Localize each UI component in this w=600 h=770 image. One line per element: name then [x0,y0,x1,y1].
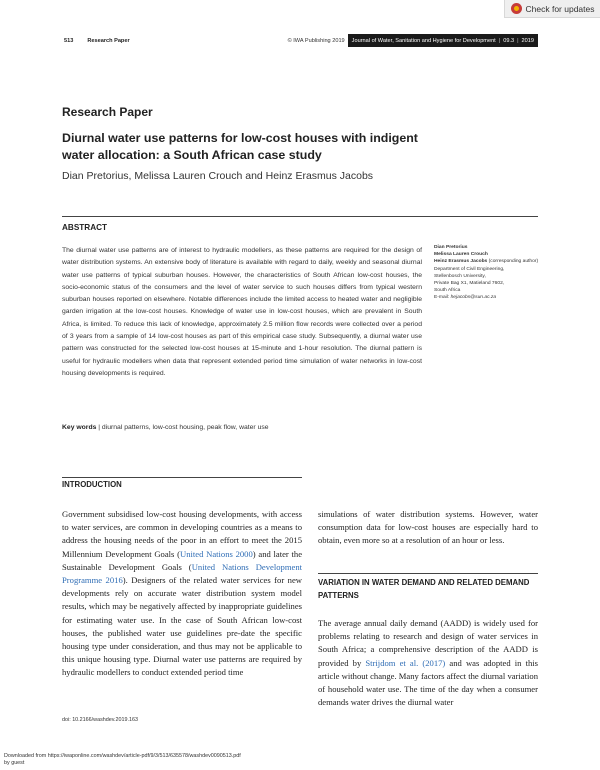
journal-issue: 09.3 [503,37,515,44]
citation-strijdom-2017[interactable]: Strijdom et al. (2017) [365,657,446,668]
citation-undp-2016[interactable]: United Nations Development Programme 2016 [62,561,303,586]
crossmark-icon [511,3,522,14]
journal-name: Journal of Water, Sanitation and Hygiene for Development [351,37,496,44]
article-authors: Dian Pretorius, Melissa Lauren Crouch and Heinz Erasmus Jacobs [62,170,374,182]
author-email[interactable]: hejacobs@sun.ac.za [450,295,497,301]
article-section-label: Research Paper [62,105,153,119]
check-for-updates-label: Check for updates [525,3,595,14]
download-notice [4,753,241,767]
abstract-text: The diurnal water use patterns are of interest to hydraulic modellers, as these patterns are required for the design of water distribution systems. An extensive body of literature is available with regard to daily, weekly and seasonal diurnal water use patterns of typical suburban houses. However, the characteristics of South African low-cost houses, the socio-economic status of the consumers and the level of water service to such houses differs from typical western suburban houses reported on elsewhere. Notable differences include the limited access to heated water and negligible garden irrigation at the low-cost houses. Knowledge of water use in low-cost houses, which are prevalent in South Africa, is limited. To reduce this lack of knowledge, approximately 2.5 million flow records were collected over a period of 3 years from a sample of 14 low-cost houses as part of this empirical case study. Subsequently, a diurnal water use pattern was constructed for the selected low-cost houses at 15-minute and 1-hour resolution. The diurnal pattern is useful for hydraulic modellers when data that represent extended period time simulation of water networks in low-cost housing developments is required. [62,247,422,377]
download-line-2: by guest [4,760,25,766]
journal-header [62,34,538,47]
author-country: South Africa [434,288,461,294]
author-department: Department of Civil Engineering, [434,266,505,272]
variation-heading: VARIATION IN WATER DEMAND AND RELATED DEMAND PATTERNS [318,578,530,600]
author-university: Stellenbosch University, [434,273,486,279]
abstract-divider [62,216,538,217]
intro-text-a: Government subsidised low-cost housing developments, with access to water services, are common in developing countries as a means to address the housing needs of the poor in an effort to meet the 2015 Millennium Development Goals ( [62,509,302,559]
author-address: Private Bag X1, Matieland 7602, [434,281,505,287]
author-name-3: Heinz Erasmus Jacobs [434,259,488,265]
intro-text-b: ) and later the Sustainable Development Goals ( [62,548,303,572]
variation-text-b: and was adopted in this article without change. Many factors affect the diurnal variation of household water use. The time of the day when a consumer demands water drives the diurnal water [318,657,538,708]
article-title: Diurnal water use patterns for low-cost houses with indigent water allocation: a South African case study [62,131,418,162]
doi[interactable]: doi: 10.2166/washdev.2019.163 [62,717,139,723]
journal-badge: Journal of Water, Sanitation and Hygiene for Development | 09.3 | 2019 [348,34,538,47]
author-info [434,244,544,302]
introduction-heading: INTRODUCTION [62,480,122,489]
introduction-paragraph-2: simulations of water distribution systems. However, water consumption data for low-cost houses are especially hard to obtain, even more so at a resolution of an hour or less. [318,509,538,546]
abstract-heading: ABSTRACT [62,223,108,232]
introduction-divider [62,477,302,478]
variation-divider [318,573,538,574]
corresponding-note: (corresponding author) [488,259,539,265]
check-for-updates-button[interactable] [504,0,600,18]
author-name-1: Dian Pretorius [434,245,468,250]
keywords-label: Key words [62,424,97,431]
copyright: © IWA Publishing 2019 [287,37,345,44]
email-label: E-mail: [434,295,450,301]
variation-paragraph [318,617,538,709]
author-name-2: Melissa Lauren Crouch [434,252,488,258]
intro-text-c: ). Designers of the related water services for new developments rely on accurate water distribution system model results, which may be negatively affected by inappropriate guidelines for estimating water use. In the case of South African low-cost houses, the published water use guidelines pre-date the specific housing type under consideration, and thus may not be applicable to this unique housing type. Diurnal water use patterns are required by hydraulic modellers to conduct extended period time [62,575,302,678]
header-section: Research Paper [87,37,130,44]
keywords: Key words | diurnal patterns, low-cost housing, peak flow, water use [62,424,269,431]
download-line-1: Downloaded from https://iwaponline.com/washdev/article-pdf/9/3/513/635578/washdev0090513.pdf [4,753,241,759]
variation-text-a: The average annual daily demand (AADD) is widely used for problems relating to research and design of water services in South Africa; a comprehensive description of the AADD is provided by [318,618,538,668]
keywords-list: diurnal patterns, low-cost housing, peak flow, water use [101,424,269,431]
page-number: 513 [64,37,74,44]
citation-un-2000[interactable]: United Nations 2000 [180,548,253,559]
journal-year: 2019 [521,37,534,44]
introduction-paragraph-1 [62,508,302,680]
